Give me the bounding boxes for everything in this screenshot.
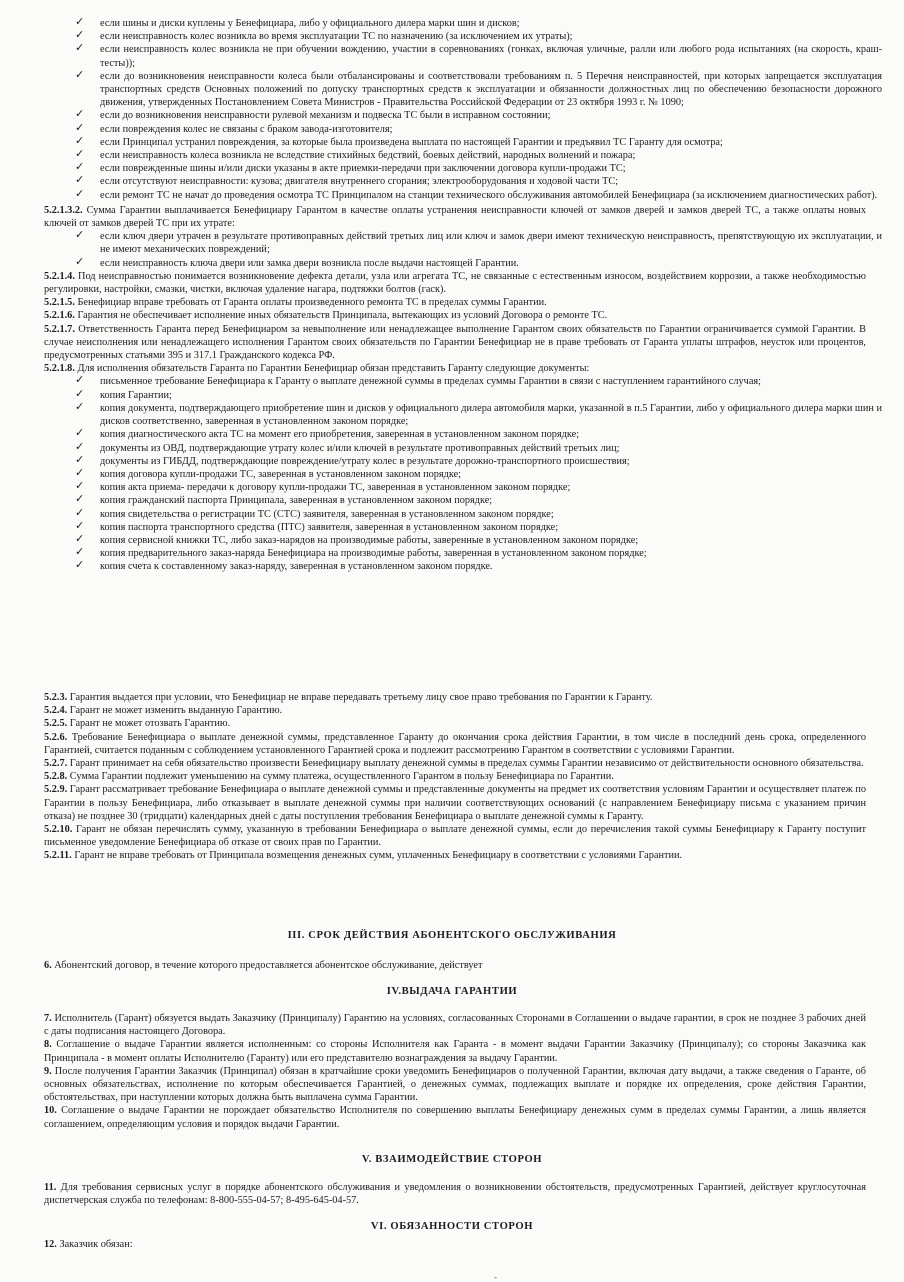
list-item-text: если ремонт ТС не начат до проведения осмотра ТС Принципалом на станции технического обслуживания автомобилей Бенефициара (за исключением диагностических работ). [100,189,878,201]
paragraph [44,296,866,309]
list-item [75,121,882,136]
list-item-text: документы из ОВД, подтверждающие утрату колес и/или ключей в результате противоправных действий третьих лиц; [100,442,620,454]
paragraph-number: 5.2.1.8. [44,363,75,375]
wheel-conditions-list [0,17,904,202]
paragraph-text: Сумма Гарантии подлежит уменьшению на сумму платежа, осуществленного Гарантом в пользу Бенефициара по Гарантии. [67,771,614,783]
section-heading: VI. ОБЯЗАННОСТИ СТОРОН [370,1221,534,1232]
checkmark-icon: ✓ [75,174,85,187]
checkmark-icon: ✓ [75,532,85,545]
list-item [75,108,882,122]
checkmark-icon: ✓ [75,229,85,242]
paragraph [44,1012,866,1038]
list-item-text: копия Гарантии; [100,389,172,401]
paragraph-number: 5.2.1.7. [44,323,75,335]
paragraph [44,1104,866,1130]
paragraph-12 [44,1238,866,1251]
list-item [75,532,882,547]
paragraph-number: 5.2.5. [44,718,68,730]
paragraph-number: 5.2.8. [44,771,68,783]
list-item [75,68,882,110]
section-heading: IV.ВЫДАЧА ГАРАНТИИ [386,986,518,997]
checkmark-icon: ✓ [75,16,85,28]
list-item-text: копия акта приема- передачи к договору купли-продажи ТС, заверенная в установленном законом порядке; [100,482,571,494]
list-item-text: если повреждения колес не связаны с браком завода-изготовителя; [100,123,393,135]
list-item [75,174,882,188]
paragraph [44,783,866,823]
list-item-text: если неисправность колеса возникла не вследствие стихийных бедствий, боевых действий, народных волнений и пожара; [100,150,636,162]
paragraph [44,323,866,363]
paragraph [44,362,866,375]
paragraph-number: 5.2.1.6. [44,310,75,322]
list-item [75,506,882,521]
paragraph-text: Гарант не может отозвать Гарантию. [67,718,231,730]
paragraph [44,309,866,322]
paragraph-text: После получения Гарантии Заказчик (Принципал) обязан в кратчайшие сроки уведомить Бенефициаров о полученной Гарантии, включая дату выдачи, а также сведения о Гаранте, об основных обязательствах, исполнение по которым обеспечивается Гарантией, о денежных суммах, подлежащих выплате и порядке их определения, сроке действия Гарантии, обстоятельствах, при наступлении которых должна быть выплачена сумма Гарантии. [44,1065,866,1104]
checkmark-icon: ✓ [75,161,85,174]
paragraph [44,757,866,770]
checkmark-icon: ✓ [75,68,85,81]
paragraph-number: 10. [44,1105,57,1117]
paragraph-number: 5.2.1.3.2. [44,204,83,216]
paragraph-text: Исполнитель (Гарант) обязуется выдать Заказчику (Принципалу) Гарантию на условиях, согласованных Сторонами в Соглашении о выдаче гарантии, в срок не позднее 3 рабочих дней с даты подписания настоящего Договора. [44,1013,866,1038]
checkmark-icon: ✓ [75,134,85,147]
paragraph-text: Гарант не обязан перечислять сумму, указанную в требовании Бенефициара о выплате денежной суммы, если до перечисления такой суммы Бенефициару к Гаранту поступит письменное уведомление Бенефициара об отказе от своих прав по Гарантии. [44,824,866,849]
paragraph-number: 5.2.11. [44,850,72,862]
paragraphs-7-10 [0,1012,904,1131]
list-item-text: копия счета к составленному заказ-наряду, заверенная в установленном законом порядке. [100,561,493,573]
clauses-5-2-block [0,691,904,863]
list-item [75,29,882,43]
list-item [75,519,882,534]
paragraph-number: 5.2.4. [44,705,68,717]
paragraph-number: 11. [44,1182,57,1193]
list-item [75,427,882,441]
paragraph-text: Для требования сервисных услуг в порядке абонентского обслуживания и уведомления о возникновении обстоятельств, предусмотренных Гарантией, действует круглосуточная диспетчерская служба по телефонам: 8-800-555-04-57; 8-495-645-04-57. [44,1182,866,1207]
list-item-text: если неисправность колес возникла не при обучении вождению, участии в соревнованиях (гонках, включая уличные, ралли или любого рода испытаниях (на скорость, краш-тесты)); [100,44,882,69]
conditions-block [0,17,904,574]
list-item-text: если Принципал устранил повреждения, за которые была произведена выплата по настоящей Гарантии и предъявил ТС Гаранту для осмотра; [100,136,723,148]
list-item-text: копия гражданский паспорта Принципала, заверенная в установленном законом порядке; [100,495,493,507]
list-item-text: если до возникновения неисправности колеса были отбалансированы и соответствовали требованиям п. 5 Перечня неисправностей, при которых запрещается эксплуатация транспортных средств Основных положений по допуску транспортных средств к эксплуатации и обязанности должностных лиц по обеспечению безопасности дорожного движения, утвержденных Постановлением Совета Министров - Правительства Российской Федерации от 23 октября 1993 г. № 1090; [100,70,882,109]
list-item-text: письменное требование Бенефициара к Гаранту о выплате денежной суммы в пределах суммы Гарантии в связи с наступлением гарантийного случая; [100,376,761,388]
paragraph [44,823,866,849]
list-item [75,400,882,428]
list-item-text: копия договора купли-продажи ТС, заверенная в установленном законом порядке; [100,468,462,480]
checkmark-icon: ✓ [75,493,85,506]
list-item-text: если неисправность ключа двери или замка двери возникла после выдачи настоящей Гарантии. [100,257,519,269]
checkmark-icon: ✓ [75,255,85,268]
checkmark-icon: ✓ [75,108,85,121]
checkmark-icon: ✓ [75,400,85,413]
paragraph [44,691,866,704]
list-item [75,255,882,270]
list-item-text: копия документа, подтверждающего приобретение шин и дисков у официального дилера автомобиля марки, указанной в п.5 Гарантии, либо у официального дилера марки шин и дисков соответственно, заверенная в установленном законом порядке; [100,402,882,428]
paragraph-11 [44,1181,866,1207]
paragraph-text: Гарант принимает на себя обязательство произвести Бенефициару выплату денежной суммы в пределах суммы Гарантии независимо от действительности основного обязательства. [67,758,864,770]
list-item-text: если до возникновения неисправности рулевой механизм и подвеска ТС были в исправном состоянии; [100,110,551,122]
checkmark-icon: ✓ [75,466,85,479]
list-item-text: копия предварительного заказ-наряда Бенефициара на производимые работы, заверенная в установленном законом порядке; [100,548,647,560]
list-item [75,440,882,455]
list-item-text: копия свидетельства о регистрации ТС (СТС) заявителя, заверенная в установленном законом порядке; [100,508,554,520]
paragraph [44,704,866,717]
paragraph-text: Гарант рассматривает требование Бенефициара о выплате денежной суммы и представленные документы на предмет их соответствия условиям Гарантии и осуществляет платеж по Гарантии в пользу Бенефициара, либо отказывает в выплате денежной суммы при наличии соответствующих оснований (с направлением Бенефициару письма с указанием причин отказа) не позднее 30 (тридцати) календарных дней с даты поступления требования Бенефициара о выплате денежной суммы к Гаранту. [44,784,866,822]
paragraphs-5-2 [0,691,904,863]
list-item [75,493,882,507]
checkmark-icon: ✓ [75,453,85,466]
paragraph-text: Соглашение о выдаче Гарантии не порождает обязательство Исполнителя по совершению выплаты Бенефициару денежных сумм в пределах суммы Гарантии, а лишь является соглашением, определяющим условия и порядок выдачи Гарантии. [44,1105,866,1130]
paragraph [44,849,866,862]
scan-dash: - [494,1272,497,1282]
paragraph-number: 7. [44,1013,52,1024]
paragraphs-5-2-1 [0,270,904,376]
list-item [75,42,882,69]
list-item-text: копия сервисной книжки ТС, либо заказ-нарядов на производимые работы, заверенные в установленном законом порядке; [100,534,639,546]
paragraph-number: 5.2.1.5. [44,297,75,309]
paragraph-6 [44,959,866,972]
list-item [75,374,882,388]
checkmark-icon: ✓ [75,546,85,559]
paragraph-text: Сумма Гарантии выплачивается Бенефициару Гарантом в качестве оплаты устранения неисправности ключей от замков дверей и замков дверей ТС, а также оплаты новых ключей от замков дверей ТС при их утрате: [44,204,866,230]
paragraph [44,770,866,783]
list-item-text: если поврежденные шины и/или диски указаны в акте приемки-передачи при заключении договора купли-продажи ТС; [100,163,626,175]
paragraph [44,731,866,757]
list-item [75,187,882,202]
section-5 [0,1153,904,1207]
section-4 [0,985,904,1131]
paragraph-text: Соглашение о выдаче Гарантии является исполненным: со стороны Исполнителя как Гаранта - в момент выдачи Гарантии Заказчику (Принципалу); со стороны Заказчика как Принципала - в момент оплаты Исполнителю (Гаранту) или его представителю вознаграждения за выдачу Гарантии. [44,1039,866,1064]
checkmark-icon: ✓ [75,42,85,55]
paragraph-5-2-1-3-2 [44,204,866,230]
list-item [75,466,882,481]
paragraph-text: Гарант не вправе требовать от Принципала возмещения денежных сумм, уплаченных Бенефициару в соответствии с условиями Гарантии. [71,850,683,862]
section-6 [0,1220,904,1251]
section-heading: V. ВЗАИМОДЕЙСТВИЕ СТОРОН [361,1154,543,1165]
paragraph-number: 6. [44,960,52,971]
list-item-text: копия диагностического акта ТС на момент его приобретения, заверенная в установленном законом порядке; [100,429,580,441]
key-conditions-list [0,230,904,270]
paragraph-number: 9. [44,1065,52,1077]
list-item [75,546,882,560]
paragraph [44,1038,866,1064]
list-item [75,16,882,30]
paragraph-number: 8. [44,1039,52,1051]
checkmark-icon: ✓ [75,187,85,200]
list-item-text: если шины и диски куплены у Бенефициара, либо у официального дилера марки шин и дисков; [100,18,520,29]
checkmark-icon: ✓ [75,148,85,161]
paragraph-number: 5.2.1.4. [44,270,75,282]
paragraph-number: 5.2.7. [44,758,68,770]
paragraph-text: Гарант не может изменить выданную Гарантию. [67,705,283,717]
paragraph-text: Требование Бенефициара о выплате денежной суммы, представленное Гаранту до окончания срока действия Гарантии, в том числе в последний день срока, определенного Гарантией, считается поданным с соблюдением установленного Гарантией срока и подлежит рассмотрению Гарантом в соответствии с условиями Гарантии. [44,731,866,756]
paragraph-number: 5.2.9. [44,784,68,796]
paragraph-text: Ответственность Гаранта перед Бенефициаром за невыполнение или ненадлежащее выполнение Гарантом своих обязательств по Гарантии ограничивается суммой Гарантии. В случае неисполнения или ненадлежащего исполнения Гарантом своих обязательств по Гарантии Бенефициар не в праве требовать от Гаранта уплаты штрафов, неусток или процентов, предусмотренных статьями 395 и 317.1 Гражданского кодекса РФ. [44,323,866,362]
list-item-text: копия паспорта транспортного средства (ПТС) заявителя, заверенная в установленном законом порядке; [100,521,559,533]
paragraph-text: Заказчик обязан: [56,1239,133,1250]
paragraph-number: 5.2.10. [44,824,73,836]
paragraph-text: Абонентский договор, в течение которого предоставляется абонентское обслуживание, действует [51,960,483,971]
documents-list [0,375,904,573]
checkmark-icon: ✓ [75,121,85,134]
paragraph [44,1065,866,1105]
checkmark-icon: ✓ [75,374,85,387]
list-item [75,161,882,175]
checkmark-icon: ✓ [75,440,85,453]
paragraph [44,717,866,730]
list-item-text: если ключ двери утрачен в результате противоправных действий третьих лиц или ключ и замок двери имеют техническую неисправность, препятствующую их эксплуатации, и не имеют механических повреждений; [100,231,882,256]
list-item-text: документы из ГИБДД, подтверждающие повреждение/утрату колес в результате дорожно-транспортного происшествия; [100,455,630,467]
checkmark-icon: ✓ [75,480,85,493]
list-item [75,559,882,573]
paragraph-number: 5.2.6. [44,731,68,743]
list-item [75,148,882,162]
checkmark-icon: ✓ [75,506,85,519]
list-item [75,387,882,402]
checkmark-icon: ✓ [75,559,85,572]
paragraph-text: Гарантия выдается при условии, что Бенефициар не вправе передавать третьему лицу свое право требования по Гарантии к Гаранту. [67,692,653,703]
paragraph-text: Для исполнения обязательств Гаранта по Гарантии Бенефициар обязан представить Гаранту следующие документы: [74,363,590,375]
paragraph [44,270,866,296]
paragraph-text: Гарантия не обеспечивает исполнение иных обязательств Принципала, вытекающих из условий Договора о ремонте ТС. [74,310,608,322]
checkmark-icon: ✓ [75,29,85,42]
checkmark-icon: ✓ [75,387,85,400]
list-item-text: если неисправность колес возникла во время эксплуатации ТС по назначению (за исключением их утраты); [100,31,573,43]
section-3 [0,929,904,972]
paragraph-number: 12. [44,1239,57,1250]
list-item [75,480,882,494]
section-heading: III. СРОК ДЕЙСТВИЯ АБОНЕНТСКОГО ОБСЛУЖИВАНИЯ [287,930,617,941]
list-item [75,134,882,149]
checkmark-icon: ✓ [75,519,85,532]
list-item [75,453,882,468]
checkmark-icon: ✓ [75,427,85,440]
list-item [75,229,882,256]
paragraph-text: Бенефициар вправе требовать от Гаранта оплаты произведенного ремонта ТС в пределах суммы Гарантии. [74,297,547,309]
list-item-text: если отсутствуют неисправности: кузова; двигателя внутреннего сгорания; электрооборудования и ходовой части ТС; [100,176,619,188]
paragraph-number: 5.2.3. [44,692,68,703]
paragraph-text: Под неисправностью понимается возникновение дефекта детали, узла или агрегата ТС, не связанные с естественным износом, воздействием коррозии, а также необходимостью регулировки, настройки, смазки, чистки, включая удаление нагара, подтяжки болтов (гаск). [44,270,866,296]
